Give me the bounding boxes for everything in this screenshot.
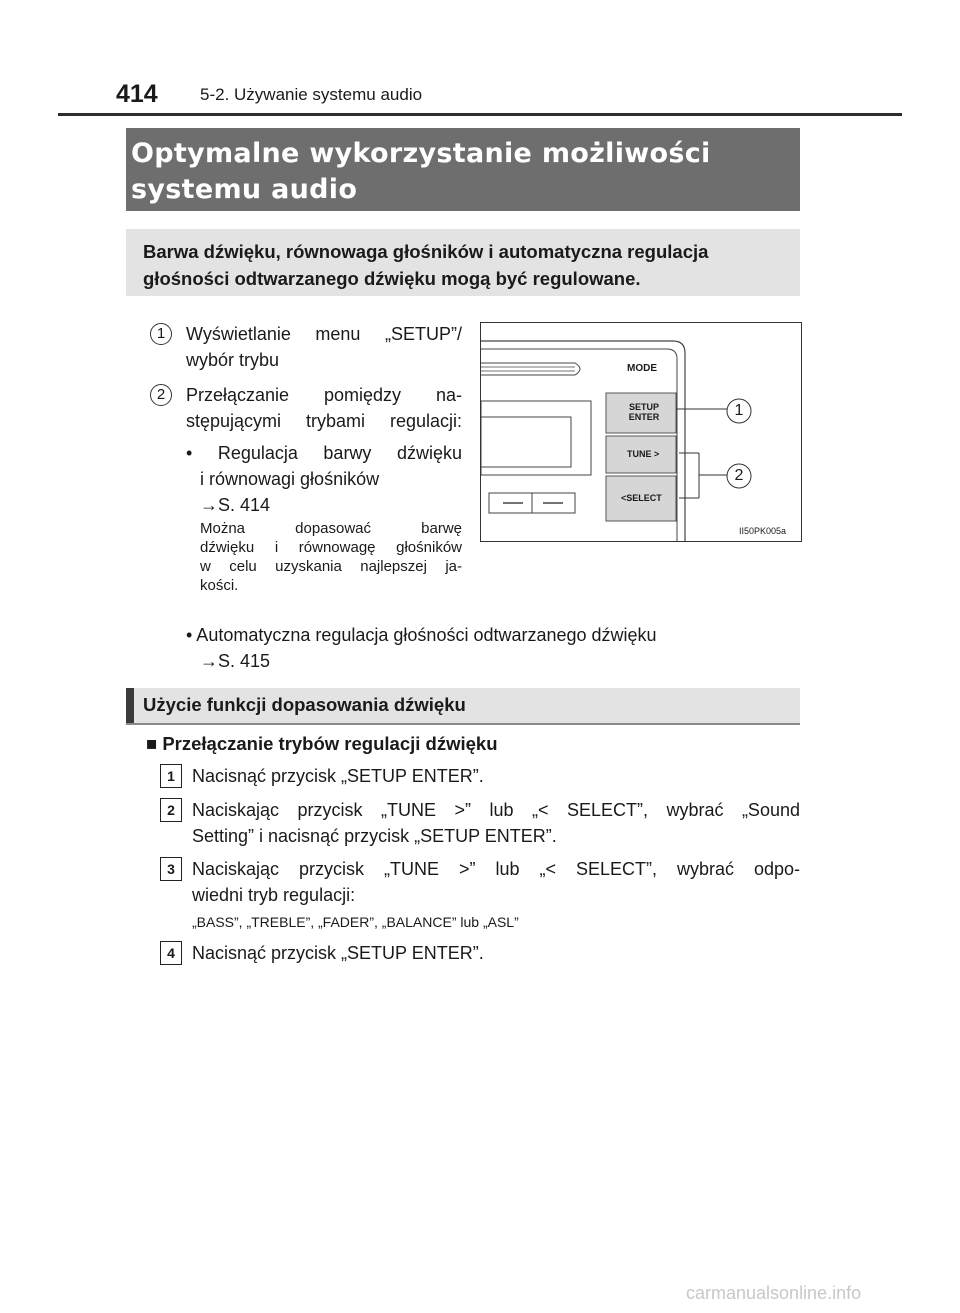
intro-text: Barwa dźwięku, równowaga głośników i automatyczna regulacja głośności odtwarzanego dźwięku mogą być regulowane.: [143, 241, 709, 289]
step-3-text: Naciskając przycisk „TUNE >” lub „< SELECT”, wybrać odpo- wiedni tryb regulacji:: [192, 859, 800, 905]
square-bullet-icon: ■: [146, 733, 158, 754]
section-title-box: [126, 128, 800, 211]
note-text: Można dopasować barwę dźwięku i równowagę głośników w celu uzyskania najlepszej ja- kości.: [200, 520, 462, 594]
chapter-title: 5-2. Używanie systemu audio: [200, 85, 423, 104]
subsection-divider: [126, 723, 800, 725]
chevron-left-icon: <: [621, 493, 627, 503]
chevron-right-icon: >: [654, 449, 660, 459]
step-number-4: 4: [160, 941, 182, 965]
audio-panel-figure: [480, 322, 802, 542]
setup-enter-button-label: SETUP ENTER: [628, 402, 660, 422]
subsection-title: Użycie funkcji dopasowania dźwięku: [143, 694, 466, 715]
intro-box: [126, 229, 800, 296]
item-2-text: Przełączanie pomiędzy na- stępującymi trybami regulacji:: [186, 385, 462, 431]
section-title: Optymalne wykorzystanie możliwości systemu audio: [131, 138, 711, 205]
audio-panel-illustration: [481, 323, 801, 541]
bullet-asl: • Automatyczna regulacja głośności odtwarzanego dźwięku →S. 415: [186, 622, 786, 674]
page-number: 414: [116, 80, 158, 108]
header-divider: [58, 113, 902, 116]
adjustment-modes-list: „BASS”, „TREBLE”, „FADER”, „BALANCE” lub „ASL”: [192, 914, 519, 930]
tune-button-label: TUNE >: [627, 449, 660, 459]
subsection-title-bar: [126, 688, 134, 723]
step-number-3: 3: [160, 857, 182, 881]
mode-button-label: MODE: [627, 363, 657, 374]
step-4-text: Nacisnąć przycisk „SETUP ENTER”.: [192, 943, 484, 963]
bullet-tone-balance: • Regulacja barwy dźwięku i równowagi głośników →S. 414: [186, 440, 462, 518]
figure-callout-2: 2: [734, 467, 744, 484]
figure-callout-1: 1: [734, 402, 744, 419]
step-number-2: 2: [160, 798, 182, 822]
page-reference-link[interactable]: →S. 414: [200, 495, 271, 515]
procedure-heading: ■ Przełączanie trybów regulacji dźwięku: [146, 733, 498, 754]
watermark: carmanualsonline.info: [686, 1283, 862, 1303]
callout-number-1: 1: [150, 323, 172, 345]
figure-code: IІ50PK005a: [739, 526, 787, 536]
callout-number-2: 2: [150, 384, 172, 406]
page-reference-link[interactable]: →S. 415: [200, 651, 271, 671]
step-2-text: Naciskając przycisk „TUNE >” lub „< SELECT”, wybrać „Sound Setting” i nacisnąć przycisk „SETUP ENTER”.: [192, 800, 800, 846]
step-number-1: 1: [160, 764, 182, 788]
select-button-label: <SELECT: [621, 493, 662, 503]
subsection-title-box: [126, 688, 800, 723]
item-1-text: Wyświetlanie menu „SETUP”/ wybór trybu: [186, 324, 462, 370]
step-1-text: Nacisnąć przycisk „SETUP ENTER”.: [192, 766, 484, 786]
